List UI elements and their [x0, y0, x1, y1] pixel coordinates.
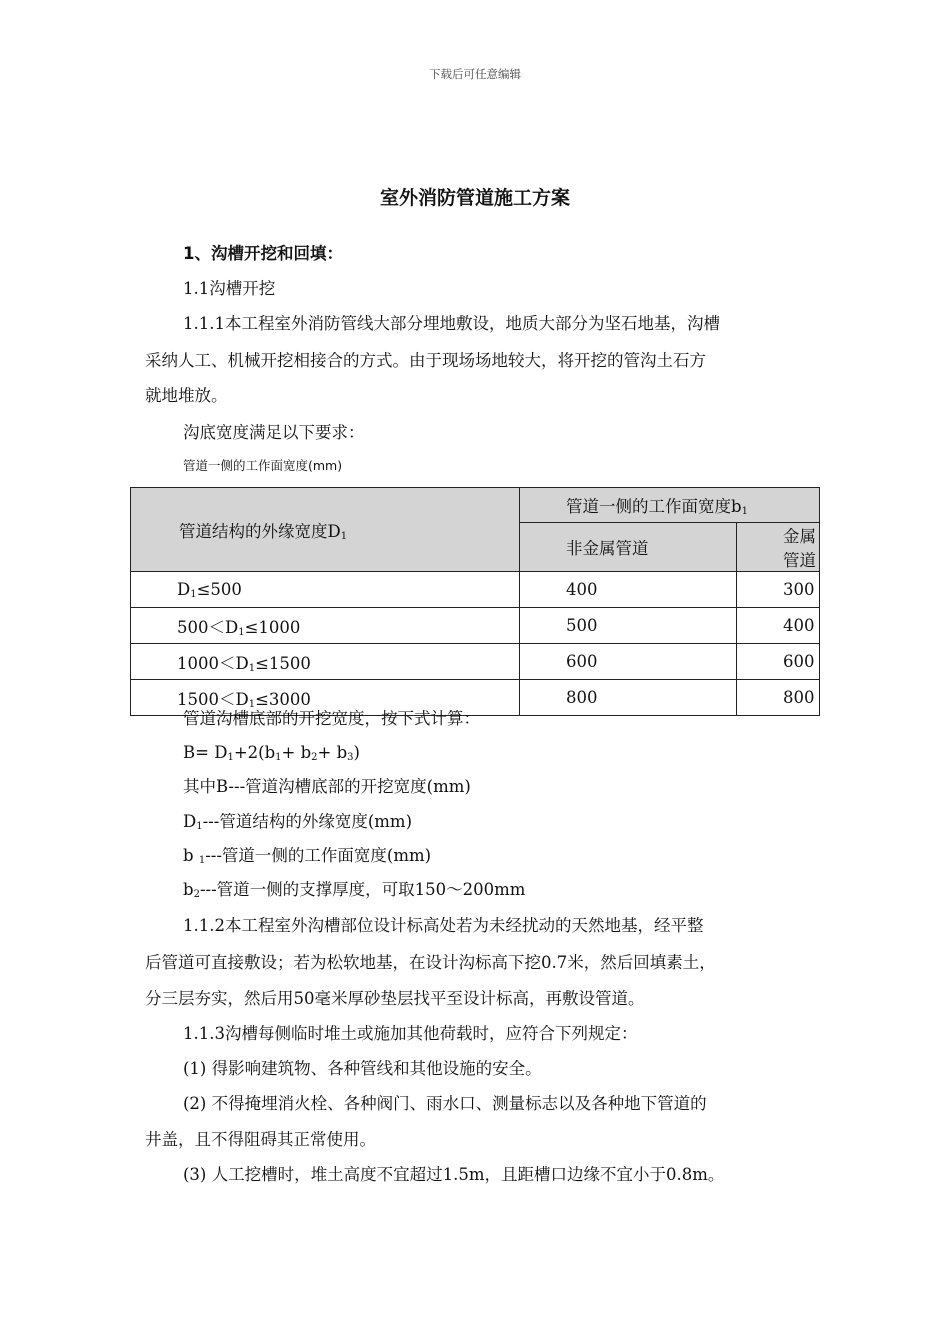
table-header-outer-width: 管道结构的外缘宽度$D_1$: [131, 488, 520, 572]
subsection-heading: 1.1沟槽开挖: [183, 279, 276, 298]
definition-line: 其中B---管道沟槽底部的开挖宽度(mm): [183, 777, 471, 796]
paragraph-line: 分三层夯实，然后用50毫米厚砂垫层找平至设计标高，再敷设管道。: [145, 989, 645, 1008]
paragraph-line: 就地堆放。: [145, 386, 228, 405]
table-caption: 管道一侧的工作面宽度(mm): [183, 458, 343, 473]
document-title: 室外消防管道施工方案: [379, 187, 570, 209]
paragraph-line: 1.1.3沟槽每侧临时堆土或施加其他荷载时，应符合下列规定：: [183, 1024, 638, 1043]
definition-line: $b_2---$管道一侧的支撑厚度，可取150～200mm: [183, 880, 526, 900]
width-spec-table: [130, 487, 820, 716]
paragraph-line: 1.1.2本工程室外沟槽部位设计标高处若为未经扰动的天然地基，经平整: [183, 916, 704, 935]
table-cell-metal: 400: [737, 608, 820, 644]
definition-line: b $_1$---管道一侧的工作面宽度(mm): [183, 846, 432, 866]
list-item-continuation: 井盖，且不得阻碍其正常使用。: [145, 1130, 376, 1149]
table-row: [131, 572, 820, 608]
section-heading: 1、沟槽开挖和回填：: [183, 244, 343, 263]
table-header-work-width: 管道一侧的工作面宽度$b_1$: [520, 488, 820, 523]
list-item: (2) 不得掩埋消火栓、各种阀门、雨水口、测量标志以及各种地下管道的: [183, 1094, 707, 1113]
table-cell-metal: 800: [737, 680, 820, 716]
table-cell-range: $D_1\le 500$: [131, 572, 520, 608]
table-row: [131, 608, 820, 644]
paragraph-line: 后管道可直接敷设；若为松软地基，在设计沟标高下挖0.7米，然后回填素土，: [145, 953, 716, 972]
table-cell-metal: 300: [737, 572, 820, 608]
list-item: (1) 得影响建筑物、各种管线和其他设施的安全。: [183, 1059, 542, 1078]
paragraph-line: 1.1.1本工程室外消防管线大部分埋地敷设，地质大部分为坚石地基，沟槽: [183, 314, 720, 333]
table-cell-nonmetal: 600: [520, 644, 737, 680]
header-note: 下载后可任意编辑: [429, 67, 521, 81]
table-cell-nonmetal: 400: [520, 572, 737, 608]
table-cell-range: $1000<D_1\le 1500$: [131, 644, 520, 680]
table-cell-nonmetal: 800: [520, 680, 737, 716]
table-cell-range: $1500<D_1\le 3000$: [131, 680, 520, 716]
table-cell-range: $500<D_1\le 1000$: [131, 608, 520, 644]
table-cell-metal: 600: [737, 644, 820, 680]
paragraph-line: 沟底宽度满足以下要求：: [183, 423, 365, 442]
definition-line: $D_1---$管道结构的外缘宽度(mm): [183, 812, 413, 832]
table-cell-nonmetal: 500: [520, 608, 737, 644]
paragraph-line: 管道沟槽底部的开挖宽度，按下式计算：: [183, 709, 480, 728]
paragraph-line: 采纳人工、机械开挖相接合的方式。由于现场场地较大，将开挖的管沟土石方: [145, 351, 706, 370]
table-header-metal: 金属管道: [737, 523, 820, 572]
formula: $B= D_1+2(b_1+ b_2+ b_3)$: [183, 743, 360, 763]
list-item: (3) 人工挖槽时，堆土高度不宜超过1.5m，且距槽口边缘不宜小于0.8m。: [183, 1165, 725, 1184]
table-row: [131, 644, 820, 680]
table-header-nonmetal: 非金属管道: [520, 523, 737, 572]
